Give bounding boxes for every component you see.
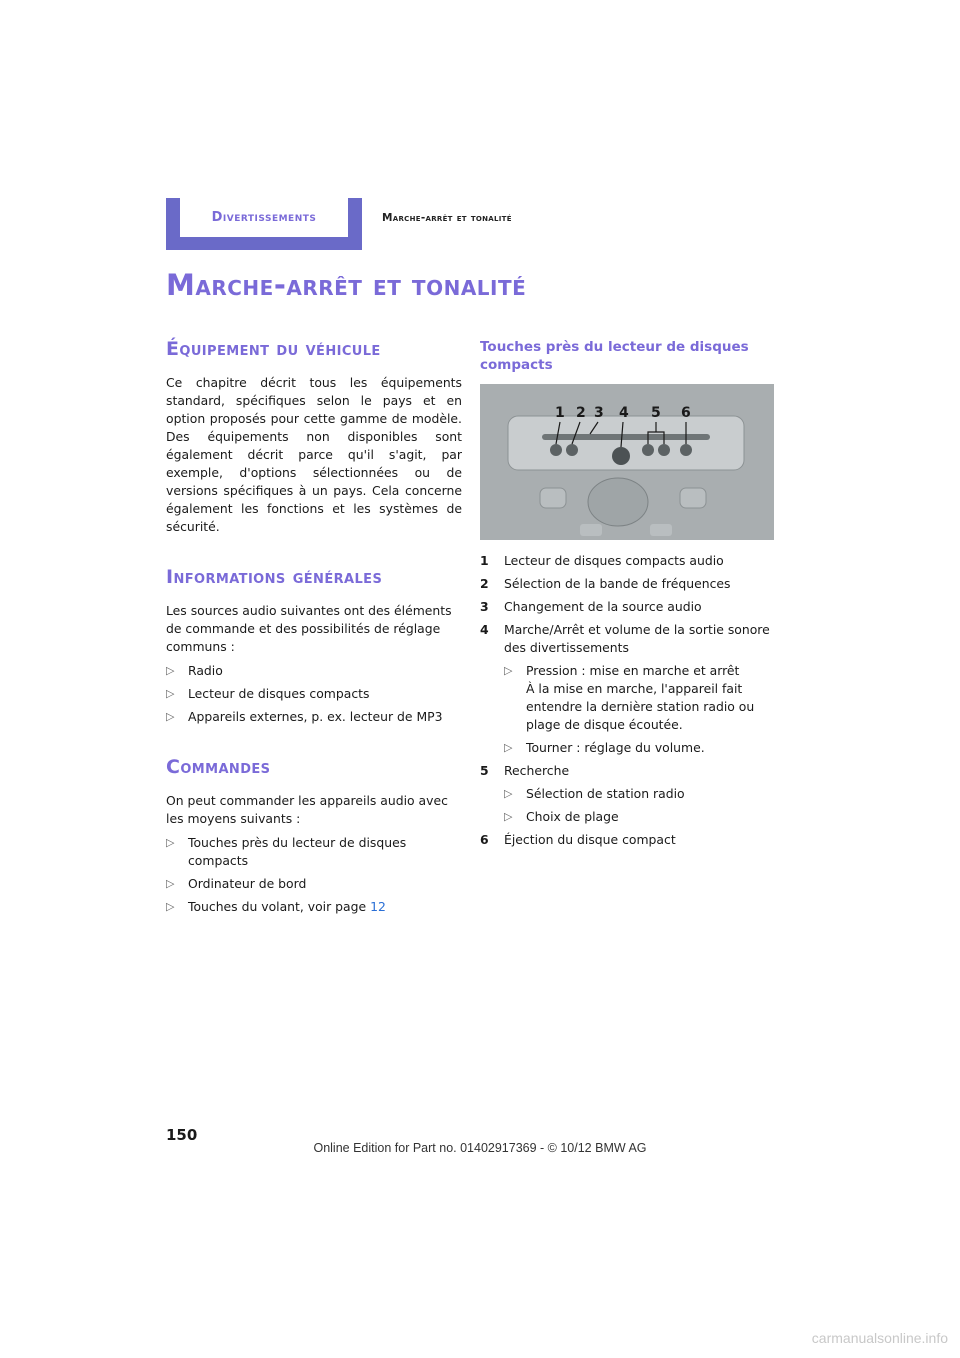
sub-list-item: ▷ Choix de plage bbox=[504, 809, 619, 824]
controls-list bbox=[166, 834, 462, 916]
list-item: ▷ Ordinateur de bord bbox=[166, 876, 307, 891]
callout-label-3: 3 bbox=[594, 405, 604, 421]
buttons-legend bbox=[480, 552, 776, 849]
section-heading: Informations générales bbox=[166, 566, 383, 588]
callout-label-6: 6 bbox=[681, 405, 691, 421]
page-link[interactable]: 12 bbox=[370, 899, 386, 914]
subsection-heading: Touches près du lecteur de disques compacts bbox=[480, 339, 749, 373]
cd-player-photo bbox=[480, 384, 774, 540]
triangle-right-icon: ▷ bbox=[166, 836, 175, 849]
triangle-right-icon: ▷ bbox=[166, 664, 175, 677]
page-title: Marche-arrêt et tonalité bbox=[166, 268, 527, 302]
section-controls bbox=[166, 756, 462, 916]
triangle-right-icon: ▷ bbox=[504, 741, 513, 754]
legend-item: 4 Marche/Arrêt et volume de la sortie sonore des divertissements ▷ Pression : mise en marche et arrêt À la mise en marche, l'appareil fait entendre la dernière station radio ou plage de disque écoutée. ▷ Tourner : réglage du volume. bbox=[480, 621, 776, 757]
list-item: ▷ Touches du volant, voir page 12 bbox=[166, 899, 386, 914]
callout-label-4: 4 bbox=[619, 405, 629, 421]
legend-item: 5 Recherche ▷ Sélection de station radio ▷ Choix de plage bbox=[480, 762, 776, 826]
list-item: ▷ Radio bbox=[166, 663, 223, 678]
triangle-right-icon: ▷ bbox=[166, 877, 175, 890]
footer-edition: Online Edition for Part no. 01402917369 - © 10/12 BMW AG bbox=[313, 1141, 647, 1155]
page-number: 150 bbox=[166, 1126, 198, 1144]
section-general bbox=[166, 566, 462, 726]
callout-label-5: 5 bbox=[651, 405, 661, 421]
triangle-right-icon: ▷ bbox=[166, 710, 175, 723]
left-column bbox=[166, 338, 462, 946]
section-body: On peut commander les appareils audio avec les moyens suivants : bbox=[166, 793, 448, 826]
list-item: ▷ Lecteur de disques compacts bbox=[166, 686, 370, 701]
triangle-right-icon: ▷ bbox=[166, 900, 175, 913]
header-tab-label: Divertissements bbox=[211, 210, 317, 225]
legend-item: 6 Éjection du disque compact bbox=[480, 832, 676, 847]
section-heading: Commandes bbox=[166, 756, 271, 778]
legend-item: 3 Changement de la source audio bbox=[480, 599, 702, 614]
list-item: ▷ Appareils externes, p. ex. lecteur de MP3 bbox=[166, 709, 443, 724]
source-list bbox=[166, 662, 462, 726]
section-equipment bbox=[166, 338, 462, 536]
section-body: Ce chapitre décrit tous les équipements standard, spécifiques selon le pays et en option proposés pour cette gamme de modèle. Des équipements non disponibles sont également décrit parce qu'il s'agit, par exemple, d'options sélectionnées ou de versions spécifiques à un pays. Cela concerne également les fonctions et les systèmes de sécurité. bbox=[166, 375, 462, 534]
legend-item: 2 Sélection de la bande de fréquences bbox=[480, 576, 731, 591]
callout-label-2: 2 bbox=[576, 405, 586, 421]
sub-list bbox=[504, 662, 776, 757]
triangle-right-icon: ▷ bbox=[504, 664, 513, 677]
section-heading: Équipement du véhicule bbox=[166, 338, 381, 360]
sub-list-item: ▷ Pression : mise en marche et arrêt À la mise en marche, l'appareil fait entendre la dernière station radio ou plage de disque écoutée. bbox=[504, 663, 755, 732]
running-head: Marche-arrêt et tonalité bbox=[382, 212, 512, 224]
right-column bbox=[480, 338, 776, 854]
watermark: carmanualsonline.info bbox=[811, 1330, 948, 1346]
header-tab bbox=[180, 198, 348, 237]
triangle-right-icon: ▷ bbox=[504, 787, 513, 800]
sub-list bbox=[504, 785, 776, 826]
list-item: ▷ Touches près du lecteur de disques compacts bbox=[166, 835, 407, 868]
legend-item: 1 Lecteur de disques compacts audio bbox=[480, 553, 724, 568]
callout-label-1: 1 bbox=[555, 405, 565, 421]
sub-list-item: ▷ Sélection de station radio bbox=[504, 786, 685, 801]
sub-list-item: ▷ Tourner : réglage du volume. bbox=[504, 740, 705, 755]
section-body: Les sources audio suivantes ont des éléments de commande et des possibilités de réglage communs : bbox=[166, 603, 452, 654]
triangle-right-icon: ▷ bbox=[504, 810, 513, 823]
triangle-right-icon: ▷ bbox=[166, 687, 175, 700]
